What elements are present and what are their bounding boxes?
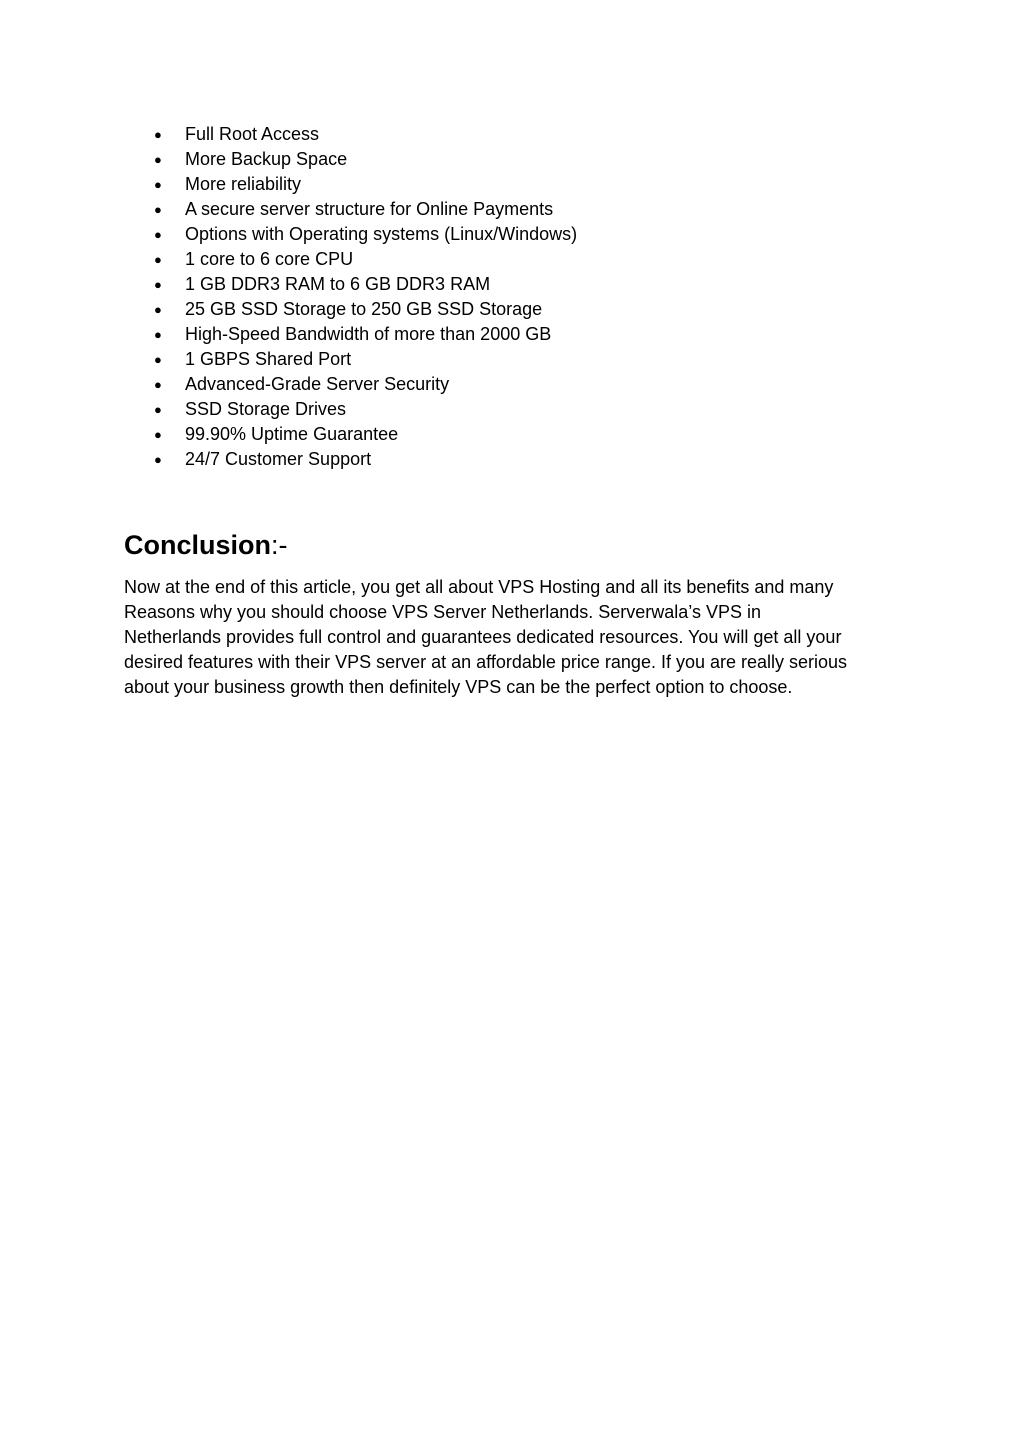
list-item	[124, 122, 577, 147]
bullet-icon: ●	[154, 377, 162, 392]
feature-text: Full Root Access	[185, 124, 320, 144]
paragraph-line: about your business growth then definitely VPS can be the perfect option to choose.	[124, 677, 793, 697]
bullet-icon: ●	[154, 127, 162, 142]
feature-text: More reliability	[185, 174, 302, 194]
feature-text: More Backup Space	[185, 149, 348, 169]
conclusion-heading	[124, 528, 288, 562]
bullet-icon: ●	[154, 277, 162, 292]
feature-text: 25 GB SSD Storage to 250 GB SSD Storage	[185, 299, 543, 319]
feature-text: High-Speed Bandwidth of more than 2000 GB	[185, 324, 552, 344]
list-item	[124, 422, 577, 447]
feature-list	[124, 122, 577, 472]
list-item	[124, 447, 577, 472]
paragraph-line: desired features with their VPS server at an affordable price range. If you are really serious	[124, 652, 848, 672]
list-item	[124, 222, 577, 247]
feature-text: 1 GB DDR3 RAM to 6 GB DDR3 RAM	[185, 274, 491, 294]
bullet-icon: ●	[154, 152, 162, 167]
list-item	[124, 322, 577, 347]
paragraph-line: Reasons why you should choose VPS Server Netherlands. Serverwala’s VPS in	[124, 602, 761, 622]
list-item	[124, 297, 577, 322]
bullet-icon: ●	[154, 177, 162, 192]
bullet-icon: ●	[154, 227, 162, 242]
list-item	[124, 347, 577, 372]
feature-text: SSD Storage Drives	[185, 399, 347, 419]
feature-text: 1 GBPS Shared Port	[185, 349, 352, 369]
bullet-icon: ●	[154, 327, 162, 342]
list-item	[124, 372, 577, 397]
bullet-icon: ●	[154, 427, 162, 442]
list-item	[124, 172, 577, 197]
feature-text: 24/7 Customer Support	[185, 449, 372, 469]
paragraph-line: Now at the end of this article, you get all about VPS Hosting and all its benefits and many	[124, 577, 834, 597]
conclusion-paragraph	[124, 575, 904, 700]
feature-text: Advanced-Grade Server Security	[185, 374, 450, 394]
list-item	[124, 147, 577, 172]
feature-text: 99.90% Uptime Guarantee	[185, 424, 399, 444]
feature-text: Options with Operating systems (Linux/Windows)	[185, 224, 578, 244]
bullet-icon: ●	[154, 252, 162, 267]
list-item	[124, 247, 577, 272]
bullet-icon: ●	[154, 202, 162, 217]
bullet-icon: ●	[154, 302, 162, 317]
bullet-icon: ●	[154, 402, 162, 417]
conclusion-heading-text: Conclusion	[124, 530, 271, 560]
bullet-icon: ●	[154, 352, 162, 367]
feature-text: 1 core to 6 core CPU	[185, 249, 354, 269]
list-item	[124, 197, 577, 222]
list-item	[124, 397, 577, 422]
list-item	[124, 272, 577, 297]
feature-text: A secure server structure for Online Payments	[185, 199, 554, 219]
bullet-icon: ●	[154, 452, 162, 467]
paragraph-line: Netherlands provides full control and guarantees dedicated resources. You will get all your	[124, 627, 842, 647]
conclusion-heading-suffix: :-	[271, 530, 288, 560]
